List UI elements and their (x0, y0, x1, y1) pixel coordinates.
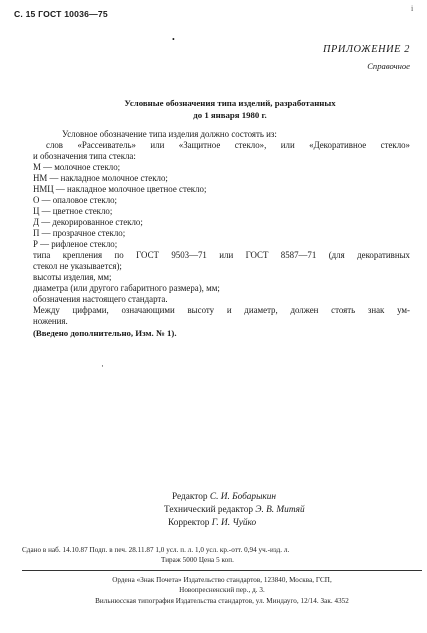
appendix-title: ПРИЛОЖЕНИЕ 2 (323, 44, 410, 55)
corrector-label: Корректор (168, 518, 210, 528)
imprint-line-3: Ордена «Знак Почета» Издательство стандартов, 123840, Москва, ГСП, (112, 576, 332, 584)
glass-type-item: Ц — цветное стекло; (33, 206, 113, 216)
amendment-note: (Введено дополнительно, Изм. № 1). (33, 328, 177, 338)
glass-type-item: Р — рифленое стекло; (33, 239, 118, 249)
imprint-line-4: Новопресненский пер., д. 3. (179, 586, 265, 594)
intro-line: Условное обозначение типа изделия должно состоять из: (62, 129, 277, 139)
section-title-line-2: до 1 января 1980 г. (193, 110, 267, 120)
editor-label: Редактор (172, 492, 208, 502)
glass-type-item: М — молочное стекло; (33, 162, 121, 172)
editor-name: С. И. Бобарыкин (209, 492, 276, 502)
glass-type-item: Д — декорированное стекло; (33, 217, 143, 227)
glass-type-item: НМ — накладное молочное стекло; (33, 173, 168, 183)
mounting-line-1: типа крепления по ГОСТ 9503—71 или ГОСТ 8587—71 (для декоративных (33, 250, 410, 260)
appendix-subtitle: Справочное (367, 61, 410, 71)
multiplication-sign-line-1: Между цифрами, означающими высоту и диаметр, должен стоять знак ум- (33, 305, 410, 315)
words-line: слов «Рассеиватель» или «Защитное стекло», или «Декоративное стекло» (46, 140, 410, 150)
diameter-line: диаметра (или другого габаритного размера), мм; (33, 283, 220, 293)
tick-mark: • (172, 35, 175, 44)
glass-type-item: О — опаловое стекло; (33, 195, 118, 205)
corrector-name: Г. И. Чуйко (211, 518, 257, 528)
imprint-line-2: Тираж 5000 Цена 5 коп. (161, 556, 234, 564)
tech-editor-credit (164, 505, 305, 515)
height-line: высоты изделия, мм; (33, 272, 112, 282)
page-header: С. 15 ГОСТ 10036—75 (14, 9, 108, 19)
imprint-divider (22, 570, 422, 571)
section-title-line-1: Условные обозначения типа изделий, разработанных (124, 98, 336, 108)
multiplication-sign-line-2: ножения. (33, 316, 68, 326)
stray-mark: · (101, 361, 104, 371)
imprint-line-5: Вильнюсская типография Издательства стандартов, ул. Миндауго, 12/14. Зак. 4352 (95, 597, 349, 605)
editor-credit (172, 492, 276, 502)
mounting-line-2: стекол не указывается); (33, 261, 122, 271)
glass-type-intro: и обозначения типа стекла: (33, 151, 136, 161)
glass-type-item: НМЦ — накладное молочное цветное стекло; (33, 184, 207, 194)
imprint-line-1: Сдано в наб. 14.10.87 Подп. в печ. 28.11.87 1,0 усл. п. л. 1,0 усл. кр.-отт. 0,94 уч.-изд. л. (22, 546, 290, 554)
standard-line: обозначения настоящего стандарта. (33, 294, 168, 304)
tech-editor-label: Технический редактор (164, 505, 254, 515)
corrector-credit (168, 518, 256, 528)
tech-editor-name: Э. В. Митяй (255, 505, 305, 515)
glass-type-item: П — прозрачное стекло; (33, 228, 126, 238)
corner-mark: і (411, 4, 414, 13)
